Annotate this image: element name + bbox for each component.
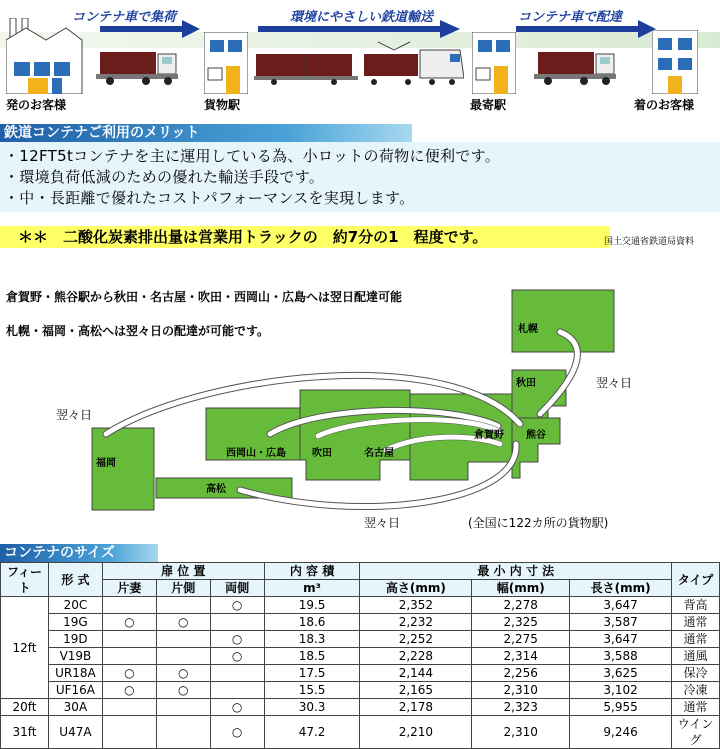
cell-kind: 通風 — [672, 648, 720, 665]
cell-height: 2,352 — [360, 597, 472, 614]
cell-kind: 通常 — [672, 614, 720, 631]
cell-length: 3,647 — [570, 631, 672, 648]
cell-length: 5,955 — [570, 699, 672, 716]
cell-feet: 31ft — [1, 716, 49, 749]
cell-door-end — [102, 699, 156, 716]
cell-model: 20C — [48, 597, 102, 614]
cell-kind: ウイング — [672, 716, 720, 749]
cell-model: UR18A — [48, 665, 102, 682]
cell-door-side — [156, 699, 210, 716]
cell-volume: 17.5 — [264, 665, 360, 682]
cell-kind: 冷凍 — [672, 682, 720, 699]
header-volume-unit: m³ — [264, 580, 360, 597]
cell-feet: 20ft — [1, 699, 49, 716]
city-kumagaya: 熊谷 — [526, 430, 546, 441]
factory-icon — [6, 18, 86, 94]
cell-door-end: ○ — [102, 614, 156, 631]
cell-volume: 18.5 — [264, 648, 360, 665]
cell-length: 3,587 — [570, 614, 672, 631]
cell-height: 2,165 — [360, 682, 472, 699]
cell-door-side — [156, 716, 210, 749]
cell-width: 2,314 — [472, 648, 570, 665]
merit-item: ・中・長距離で優れたコストパフォーマンスを実現します。 — [4, 189, 415, 207]
cell-door-both: ○ — [210, 631, 264, 648]
table-row — [1, 665, 720, 682]
header-door-end: 片妻 — [102, 580, 156, 597]
cell-height: 2,232 — [360, 614, 472, 631]
city-takamatsu: 高松 — [206, 484, 226, 495]
cell-volume: 15.5 — [264, 682, 360, 699]
cell-door-end — [102, 648, 156, 665]
cell-model: 19D — [48, 631, 102, 648]
header-door: 扉 位 置 — [102, 563, 264, 580]
cell-door-both — [210, 614, 264, 631]
city-kuragano: 倉賀野 — [474, 430, 504, 441]
header-volume: 内 容 積 — [264, 563, 360, 580]
header-kind: タイプ — [672, 563, 720, 597]
cell-length: 3,588 — [570, 648, 672, 665]
flow-step2-label: 環境にやさしい鉄道輸送 — [290, 10, 434, 25]
train-icon — [254, 40, 464, 90]
cell-width: 2,310 — [472, 716, 570, 749]
cell-kind: 保冷 — [672, 665, 720, 682]
cell-model: 19G — [48, 614, 102, 631]
cell-volume: 18.6 — [264, 614, 360, 631]
header-height: 高さ(mm) — [360, 580, 472, 597]
header-door-both: 両側 — [210, 580, 264, 597]
destination-building-icon — [652, 30, 698, 94]
header-inner: 最 小 内 寸 法 — [360, 563, 672, 580]
flow-arrows — [0, 20, 720, 40]
nearest-station-icon — [472, 32, 516, 94]
cell-volume: 18.3 — [264, 631, 360, 648]
cell-length: 3,102 — [570, 682, 672, 699]
header-type: 形 式 — [48, 563, 102, 597]
cell-height: 2,210 — [360, 716, 472, 749]
cell-volume: 30.3 — [264, 699, 360, 716]
header-width: 幅(mm) — [472, 580, 570, 597]
merit-item: ・環境負荷低減のための優れた輸送手段です。 — [4, 168, 325, 186]
header-feet: フィート — [1, 563, 49, 597]
city-nagoya: 名古屋 — [364, 448, 394, 459]
truck-icon — [96, 48, 182, 88]
cell-door-both: ○ — [210, 648, 264, 665]
cell-door-side: ○ — [156, 614, 210, 631]
cell-width: 2,275 — [472, 631, 570, 648]
city-fukuoka: 福岡 — [96, 458, 116, 469]
cell-model: UF16A — [48, 682, 102, 699]
cell-width: 2,325 — [472, 614, 570, 631]
map-line1: 倉賀野・熊谷駅から秋田・名古屋・吹田・西岡山・広島へは翌日配達可能 — [6, 290, 403, 304]
cell-model: U47A — [48, 716, 102, 749]
freight-station-icon — [204, 32, 248, 94]
flow-step3-label: コンテナ車で配達 — [518, 10, 623, 25]
merit-item: ・12FT5tコンテナを主に運用している為、小ロットの荷物に便利です。 — [4, 147, 501, 165]
city-suita: 吹田 — [312, 448, 332, 459]
cell-kind: 背高 — [672, 597, 720, 614]
table-row — [1, 682, 720, 699]
cell-feet: 12ft — [1, 597, 49, 699]
table-row — [1, 699, 720, 716]
cell-door-both: ○ — [210, 597, 264, 614]
cell-height: 2,252 — [360, 631, 472, 648]
table-row — [1, 614, 720, 631]
origin-label: 発のお客様 — [6, 98, 67, 112]
cell-door-both: ○ — [210, 699, 264, 716]
cell-door-side — [156, 597, 210, 614]
containers-title: コンテナのサイズ — [0, 544, 158, 562]
table-row — [1, 597, 720, 614]
co2-note: ＊＊ 二酸化炭素排出量は営業用トラックの 約7分の1 程度です。 — [0, 226, 610, 248]
yokuyoku-label: 翌々日 — [596, 376, 633, 390]
city-sapporo: 札幌 — [518, 324, 538, 335]
cell-model: 30A — [48, 699, 102, 716]
cell-volume: 19.5 — [264, 597, 360, 614]
table-row — [1, 648, 720, 665]
header-length: 長さ(mm) — [570, 580, 672, 597]
cell-door-end: ○ — [102, 682, 156, 699]
container-table — [0, 562, 720, 749]
truck-icon — [534, 48, 620, 88]
cell-door-end — [102, 716, 156, 749]
cell-width: 2,256 — [472, 665, 570, 682]
cell-height: 2,228 — [360, 648, 472, 665]
cell-kind: 通常 — [672, 699, 720, 716]
destination-label: 着のお客様 — [634, 98, 695, 112]
table-row — [1, 631, 720, 648]
cell-height: 2,178 — [360, 699, 472, 716]
cell-door-side: ○ — [156, 682, 210, 699]
cell-door-both — [210, 665, 264, 682]
cell-door-end: ○ — [102, 665, 156, 682]
city-akita: 秋田 — [516, 378, 536, 389]
cell-height: 2,144 — [360, 665, 472, 682]
cell-door-side — [156, 631, 210, 648]
cell-width: 2,278 — [472, 597, 570, 614]
cell-width: 2,323 — [472, 699, 570, 716]
city-nishiokayama: 西岡山・広島 — [226, 448, 286, 459]
cell-width: 2,310 — [472, 682, 570, 699]
freight-station-label: 貨物駅 — [204, 98, 241, 112]
header-door-side: 片側 — [156, 580, 210, 597]
cell-length: 9,246 — [570, 716, 672, 749]
cell-door-end — [102, 597, 156, 614]
stations-note: (全国に122カ所の貨物駅) — [468, 516, 609, 530]
cell-door-both — [210, 682, 264, 699]
cell-length: 3,647 — [570, 597, 672, 614]
cell-door-end — [102, 631, 156, 648]
japan-map — [0, 284, 720, 534]
cell-length: 3,625 — [570, 665, 672, 682]
cell-door-both: ○ — [210, 716, 264, 749]
cell-kind: 通常 — [672, 631, 720, 648]
map-line2: 札幌・福岡・高松へは翌々日の配達が可能です。 — [6, 324, 270, 338]
merits-title: 鉄道コンテナご利用のメリット — [0, 124, 412, 142]
cell-model: V19B — [48, 648, 102, 665]
cell-door-side: ○ — [156, 665, 210, 682]
cell-door-side — [156, 648, 210, 665]
nearest-station-label: 最寄駅 — [470, 98, 507, 112]
yokuyoku-label: 翌々日 — [56, 408, 93, 422]
table-row — [1, 716, 720, 749]
cell-volume: 47.2 — [264, 716, 360, 749]
flow-step1-label: コンテナ車で集荷 — [72, 10, 177, 25]
source-note: 国土交通省鉄道局資料 — [604, 237, 695, 247]
yokuyoku-label: 翌々日 — [364, 516, 401, 530]
